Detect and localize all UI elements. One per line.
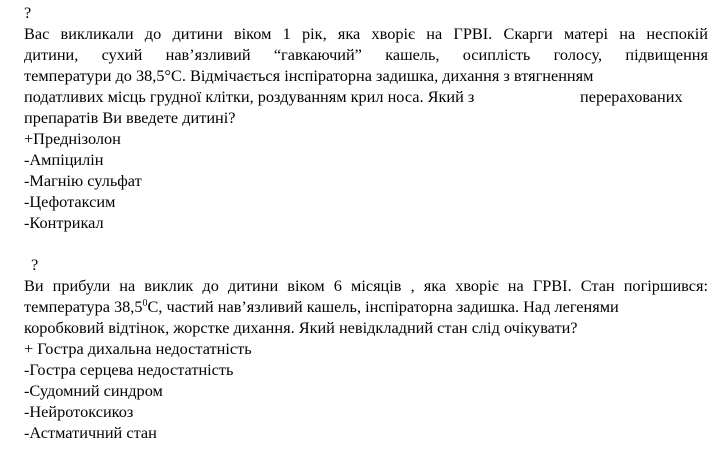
question-2-option-5: -Астматичний стан (24, 423, 157, 442)
question-2-text-line-3: коробковий відтінок, жорстке дихання. Який невідкладний стан слід очікувати? (24, 318, 578, 337)
question-1-text-line-3: температури до 38,5°С. Відмічається інспіраторна задишка, дихання з втягненням (24, 66, 594, 85)
question-1-text-line-5: препаратів Ви введете дитині? (24, 108, 236, 127)
question-2-text-line-1: Ви прибули на виклик до дитини віком 6 місяців , яка хворіє на ГРВІ. Стан погіршився: (24, 276, 708, 295)
question-2-text-line-2-rest: С, частий нав’язливий кашель, інспіраторна задишка. Над легенями (147, 297, 619, 316)
question-1-text-line-2: дитини, сухий нав’язливий “гавкаючий” кашель, осиплість голосу, підвищення (24, 45, 708, 64)
question-2-marker: ? (31, 255, 39, 274)
question-1-text-line-4-start: податливих місць грудної клітки, роздуванням крил носа. Який з (24, 87, 475, 106)
question-2-temperature: температура 38,5 (24, 297, 143, 316)
question-2-superscript: 0 (142, 298, 148, 309)
question-2-option-2: -Гостра серцева недостатність (24, 360, 234, 379)
question-1-option-3: -Магнію сульфат (24, 171, 142, 190)
question-1-marker: ? (24, 3, 32, 22)
question-1-text-line-4 (24, 86, 474, 107)
question-2-option-4: -Нейротоксикоз (24, 402, 134, 421)
question-1-option-1: +Преднізолон (24, 129, 121, 148)
question-1-text-line-1: Вас викликали до дитини віком 1 рік, яка хворіє на ГРВІ. Скарги матері на неспокій (24, 24, 708, 43)
question-1-option-4: -Цефотаксим (24, 192, 116, 211)
question-2-option-3: -Судомний синдром (24, 381, 163, 400)
question-2-text-line-2 (24, 296, 619, 317)
question-1-option-5: -Контрикал (24, 213, 104, 232)
question-2-option-1: + Гостра дихальна недостатність (24, 339, 252, 358)
question-1-text-line-4-end: перерахованих (580, 87, 683, 106)
question-1-option-2: -Ампіцилін (24, 150, 104, 169)
